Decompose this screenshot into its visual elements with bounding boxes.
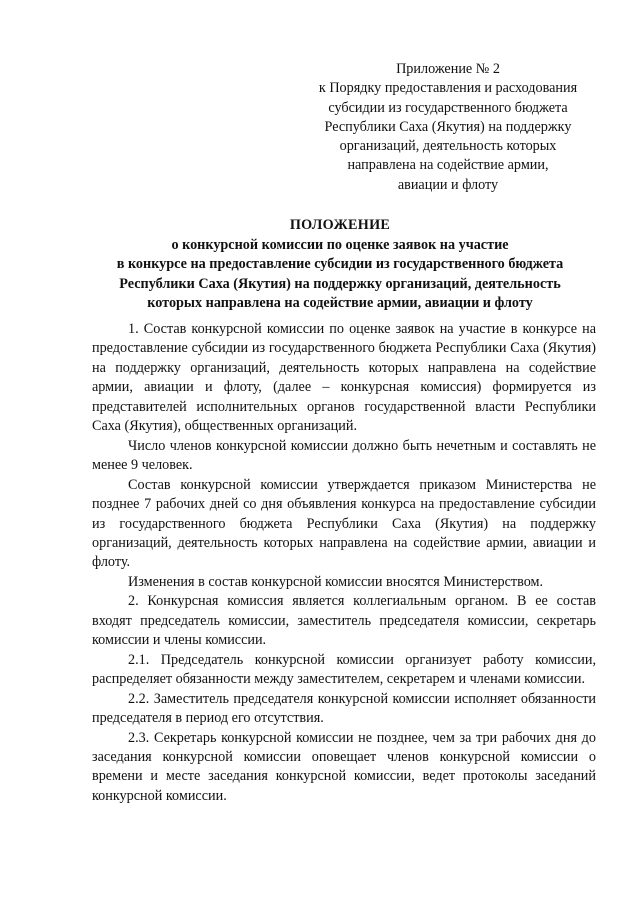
paragraph-1: 1. Состав конкурсной комиссии по оценке заявок на участие в конкурсе на предоставление субсидии из государственного бюджета Республики Саха (Якутия) на поддержку организаций, деятельность которых направлена на содействие армии, авиации и флоту, (далее – конкурсная комиссия) формируется из представителей исполнительных органов государственной власти Республики Саха (Якутия), общественных организаций. [92, 321, 596, 435]
heading-line: в конкурсе на предоставление субсидии из государственного бюджета [116, 256, 564, 273]
appendix-number: Приложение № 2 [396, 61, 500, 77]
paragraph-8: 2.3. Секретарь конкурсной комиссии не позднее, чем за три рабочих дня до заседания конкурсной комиссии оповещает членов конкурсной комиссии о времени и месте заседания конкурсной комиссии, ведет протоколы заседаний конкурсной комиссии. [92, 729, 596, 804]
heading-line: о конкурсной комиссии по оценке заявок на участие [171, 236, 509, 253]
heading-line: Республики Саха (Якутия) на поддержку организаций, деятельность [119, 275, 561, 292]
appendix-line: направлена на содействие армии, [347, 157, 549, 174]
appendix-note [300, 60, 596, 195]
appendix-line: Республики Саха (Якутия) на поддержку [324, 118, 572, 135]
document-body [92, 320, 596, 806]
document-heading [70, 216, 610, 314]
appendix-line: организаций, деятельность которых [339, 138, 557, 155]
paragraph-2: Число членов конкурсной комиссии должно быть нечетным и составлять не менее 9 человек. [92, 437, 596, 474]
paragraph-7: 2.2. Заместитель председателя конкурсной комиссии исполняет обязанности председателя в период его отсутствия. [92, 690, 596, 727]
appendix-line: субсидии из государственного бюджета [328, 99, 568, 116]
paragraph-5: 2. Конкурсная комиссия является коллегиальным органом. В ее состав входят председатель комиссии, заместитель председателя комиссии, секретарь комиссии и члены комиссии. [92, 593, 596, 649]
appendix-line: к Порядку предоставления и расходования [318, 80, 578, 97]
heading-line: которых направлена на содействие армии, авиации и флоту [147, 295, 533, 312]
paragraph-4: Изменения в состав конкурсной комиссии вносятся Министерством. [128, 573, 544, 590]
document-title: ПОЛОЖЕНИЕ [289, 217, 391, 233]
paragraph-3: Состав конкурсной комиссии утверждается приказом Министерства не позднее 7 рабочих дней со дня объявления конкурса на предоставление субсидии из государственного бюджета Республики Саха (Якутия) на поддержку организаций, деятельность которых направлена на содействие армии, авиации и флоту. [92, 476, 596, 571]
appendix-line: авиации и флоту [397, 176, 499, 193]
paragraph-6: 2.1. Председатель конкурсной комиссии организует работу комиссии, распределяет обязанности между заместителем, секретарем и членами комиссии. [92, 651, 596, 688]
